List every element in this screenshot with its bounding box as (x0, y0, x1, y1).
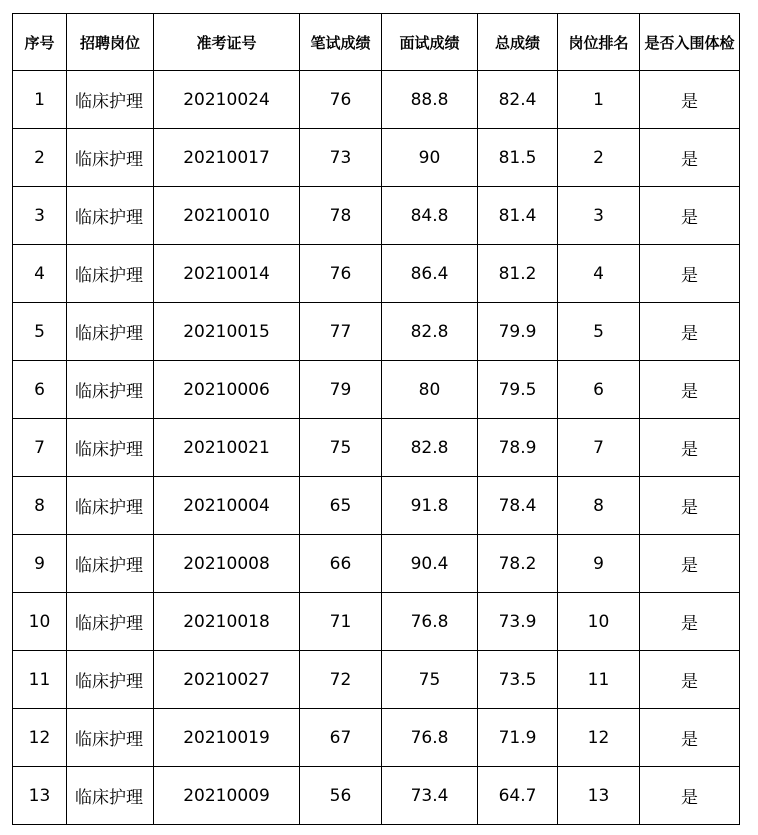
cell-physical-exam: 是 (640, 71, 740, 129)
cell-ticket-number: 20210006 (154, 361, 300, 419)
cell-physical-exam: 是 (640, 651, 740, 709)
cell-post: 临床护理 (67, 767, 154, 825)
table-row (13, 767, 740, 825)
header-interview-score: 面试成绩 (382, 14, 478, 71)
cell-post-rank: 11 (558, 651, 640, 709)
cell-physical-exam: 是 (640, 361, 740, 419)
cell-seq: 10 (13, 593, 67, 651)
cell-seq: 1 (13, 71, 67, 129)
cell-written-score: 75 (300, 419, 382, 477)
cell-written-score: 73 (300, 129, 382, 187)
table-row (13, 303, 740, 361)
cell-seq: 9 (13, 535, 67, 593)
cell-post-rank: 12 (558, 709, 640, 767)
cell-interview-score: 76.8 (382, 709, 478, 767)
cell-post: 临床护理 (67, 419, 154, 477)
cell-post-rank: 7 (558, 419, 640, 477)
cell-post-rank: 6 (558, 361, 640, 419)
cell-ticket-number: 20210017 (154, 129, 300, 187)
cell-seq: 2 (13, 129, 67, 187)
header-total-score: 总成绩 (478, 14, 558, 71)
cell-interview-score: 76.8 (382, 593, 478, 651)
cell-total-score: 82.4 (478, 71, 558, 129)
cell-post: 临床护理 (67, 361, 154, 419)
cell-interview-score: 75 (382, 651, 478, 709)
header-seq: 序号 (13, 14, 67, 71)
table-row (13, 651, 740, 709)
cell-written-score: 76 (300, 71, 382, 129)
cell-written-score: 77 (300, 303, 382, 361)
cell-seq: 4 (13, 245, 67, 303)
cell-interview-score: 84.8 (382, 187, 478, 245)
cell-interview-score: 80 (382, 361, 478, 419)
cell-interview-score: 73.4 (382, 767, 478, 825)
cell-ticket-number: 20210021 (154, 419, 300, 477)
table-row (13, 477, 740, 535)
cell-written-score: 76 (300, 245, 382, 303)
cell-post: 临床护理 (67, 593, 154, 651)
cell-physical-exam: 是 (640, 709, 740, 767)
cell-total-score: 81.2 (478, 245, 558, 303)
cell-post: 临床护理 (67, 71, 154, 129)
cell-total-score: 78.9 (478, 419, 558, 477)
cell-physical-exam: 是 (640, 477, 740, 535)
cell-written-score: 71 (300, 593, 382, 651)
cell-seq: 3 (13, 187, 67, 245)
table-row (13, 129, 740, 187)
cell-interview-score: 90.4 (382, 535, 478, 593)
cell-ticket-number: 20210019 (154, 709, 300, 767)
cell-seq: 12 (13, 709, 67, 767)
cell-seq: 11 (13, 651, 67, 709)
table-row (13, 419, 740, 477)
table-row (13, 245, 740, 303)
cell-written-score: 79 (300, 361, 382, 419)
cell-post: 临床护理 (67, 303, 154, 361)
cell-seq: 8 (13, 477, 67, 535)
header-row (13, 14, 740, 71)
header-post: 招聘岗位 (67, 14, 154, 71)
header-physical-exam: 是否入围体检 (640, 14, 740, 71)
cell-seq: 13 (13, 767, 67, 825)
cell-post-rank: 9 (558, 535, 640, 593)
header-ticket-number: 准考证号 (154, 14, 300, 71)
cell-physical-exam: 是 (640, 593, 740, 651)
table-header (13, 14, 740, 71)
header-post-rank: 岗位排名 (558, 14, 640, 71)
cell-total-score: 64.7 (478, 767, 558, 825)
cell-ticket-number: 20210004 (154, 477, 300, 535)
cell-interview-score: 90 (382, 129, 478, 187)
cell-ticket-number: 20210024 (154, 71, 300, 129)
cell-interview-score: 82.8 (382, 419, 478, 477)
cell-post: 临床护理 (67, 709, 154, 767)
cell-total-score: 78.2 (478, 535, 558, 593)
cell-post: 临床护理 (67, 535, 154, 593)
cell-written-score: 66 (300, 535, 382, 593)
table-row (13, 593, 740, 651)
table-body (13, 71, 740, 825)
table-row (13, 71, 740, 129)
cell-written-score: 65 (300, 477, 382, 535)
cell-physical-exam: 是 (640, 767, 740, 825)
cell-interview-score: 88.8 (382, 71, 478, 129)
cell-post-rank: 1 (558, 71, 640, 129)
cell-post: 临床护理 (67, 477, 154, 535)
cell-total-score: 81.5 (478, 129, 558, 187)
cell-ticket-number: 20210018 (154, 593, 300, 651)
cell-physical-exam: 是 (640, 187, 740, 245)
cell-post: 临床护理 (67, 651, 154, 709)
table-row (13, 361, 740, 419)
table-row (13, 535, 740, 593)
cell-post-rank: 5 (558, 303, 640, 361)
cell-post: 临床护理 (67, 187, 154, 245)
cell-total-score: 73.9 (478, 593, 558, 651)
cell-post-rank: 13 (558, 767, 640, 825)
cell-ticket-number: 20210015 (154, 303, 300, 361)
cell-ticket-number: 20210027 (154, 651, 300, 709)
cell-written-score: 78 (300, 187, 382, 245)
cell-post: 临床护理 (67, 245, 154, 303)
cell-post-rank: 4 (558, 245, 640, 303)
cell-interview-score: 91.8 (382, 477, 478, 535)
cell-post: 临床护理 (67, 129, 154, 187)
cell-total-score: 81.4 (478, 187, 558, 245)
cell-post-rank: 10 (558, 593, 640, 651)
cell-written-score: 72 (300, 651, 382, 709)
cell-total-score: 79.5 (478, 361, 558, 419)
cell-ticket-number: 20210009 (154, 767, 300, 825)
table-row (13, 709, 740, 767)
cell-post-rank: 8 (558, 477, 640, 535)
table-row (13, 187, 740, 245)
cell-physical-exam: 是 (640, 129, 740, 187)
cell-post-rank: 3 (558, 187, 640, 245)
header-written-score: 笔试成绩 (300, 14, 382, 71)
cell-physical-exam: 是 (640, 535, 740, 593)
cell-interview-score: 86.4 (382, 245, 478, 303)
cell-physical-exam: 是 (640, 303, 740, 361)
cell-ticket-number: 20210008 (154, 535, 300, 593)
cell-ticket-number: 20210010 (154, 187, 300, 245)
cell-seq: 6 (13, 361, 67, 419)
cell-written-score: 56 (300, 767, 382, 825)
cell-seq: 5 (13, 303, 67, 361)
cell-total-score: 78.4 (478, 477, 558, 535)
cell-total-score: 71.9 (478, 709, 558, 767)
cell-interview-score: 82.8 (382, 303, 478, 361)
score-table (12, 13, 740, 825)
cell-post-rank: 2 (558, 129, 640, 187)
cell-physical-exam: 是 (640, 419, 740, 477)
cell-physical-exam: 是 (640, 245, 740, 303)
cell-seq: 7 (13, 419, 67, 477)
cell-total-score: 79.9 (478, 303, 558, 361)
cell-total-score: 73.5 (478, 651, 558, 709)
cell-ticket-number: 20210014 (154, 245, 300, 303)
cell-written-score: 67 (300, 709, 382, 767)
